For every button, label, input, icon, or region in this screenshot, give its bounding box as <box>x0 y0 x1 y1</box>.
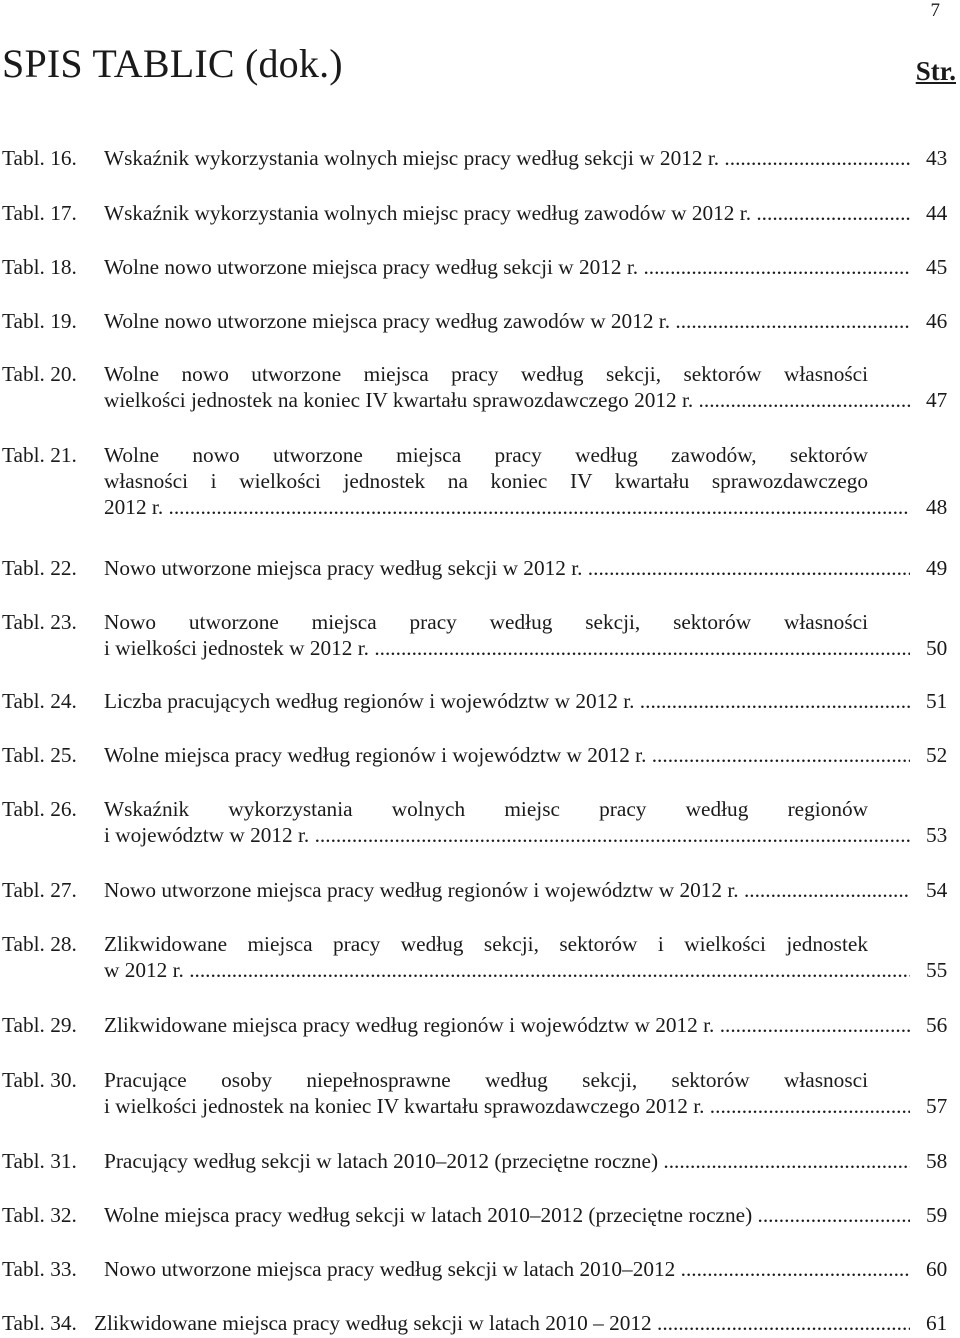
toc-entry-label: Tabl. 26. <box>2 797 77 821</box>
toc-entry-title: Wolne nowo utworzone miejsca pracy według zawodów, sektorów <box>104 443 868 467</box>
toc-entry[interactable] <box>0 442 960 520</box>
toc-entry-title: Zlikwidowane miejsca pracy według sekcji, sektorów i wielkości jednostek <box>104 932 868 956</box>
toc-entry[interactable] <box>0 877 960 903</box>
toc-entry-title: Wolne miejsca pracy według sekcji w latach 2010–2012 (przeciętne roczne) ..... <box>104 1202 910 1228</box>
toc-entry-title: i wielkości jednostek w 2012 r. ..... <box>104 635 910 661</box>
toc-entry-title: Nowo utworzone miejsca pracy według sekcji w latach 2010–2012 ..... <box>104 1256 910 1282</box>
toc-entry-label: Tabl. 19. <box>2 309 77 333</box>
toc-entry-title: Wolne nowo utworzone miejsca pracy według sekcji, sektorów własności <box>104 362 868 386</box>
toc-entry-page: 52 <box>926 743 948 767</box>
toc-entry-title: Wskaźnik wykorzystania wolnych miejsc pracy według regionów <box>104 797 868 821</box>
toc-entry-title: Wskaźnik wykorzystania wolnych miejsc pracy według sekcji w 2012 r. ..... <box>104 145 910 171</box>
toc-entry-label: Tabl. 18. <box>2 255 77 279</box>
toc-entry-title: Nowo utworzone miejsca pracy według sekcji w 2012 r. ..... <box>104 555 910 581</box>
toc-entry-page: 57 <box>926 1094 948 1118</box>
toc-entry-page: 56 <box>926 1013 948 1037</box>
toc-entry-label: Tabl. 29. <box>2 1013 77 1037</box>
toc-entry-page: 45 <box>926 255 948 279</box>
toc-entry[interactable] <box>0 796 960 848</box>
toc-entry-page: 55 <box>926 958 948 982</box>
toc-entry-title: Liczba pracujących według regionów i województw w 2012 r. ..... <box>104 688 910 714</box>
toc-entry-title: Nowo utworzone miejsca pracy według regionów i województw w 2012 r. ..... <box>104 877 910 903</box>
toc-entry-title: Zlikwidowane miejsca pracy według sekcji w latach 2010 – 2012 ..... <box>94 1310 910 1336</box>
page-column-header: Str. <box>915 56 956 86</box>
toc-entry[interactable] <box>0 1067 960 1119</box>
toc-entry-page: 49 <box>926 556 948 580</box>
toc-entry-page: 58 <box>926 1149 948 1173</box>
toc-entry-title: Zlikwidowane miejsca pracy według regionów i województw w 2012 r. ..... <box>104 1012 910 1038</box>
toc-entry-label: Tabl. 16. <box>2 146 77 170</box>
toc-entry-title: Wskaźnik wykorzystania wolnych miejsc pracy według zawodów w 2012 r. ..... <box>104 200 910 226</box>
toc-entry-label: Tabl. 22. <box>2 556 77 580</box>
toc-entry-label: Tabl. 34. <box>2 1311 77 1335</box>
toc-entry-page: 48 <box>926 495 948 519</box>
toc-entry[interactable] <box>0 254 960 280</box>
toc-entry-title: Nowo utworzone miejsca pracy według sekcji, sektorów własności <box>104 610 868 634</box>
toc-entry-label: Tabl. 28. <box>2 932 77 956</box>
toc-entry-page: 47 <box>926 388 948 412</box>
toc-entry-label: Tabl. 32. <box>2 1203 77 1227</box>
toc-entry-label: Tabl. 24. <box>2 689 77 713</box>
toc-entry-title: w 2012 r. ..... <box>104 957 910 983</box>
toc-entry-page: 43 <box>926 146 948 170</box>
toc-entry[interactable] <box>0 555 960 581</box>
toc-entry-page: 51 <box>926 689 948 713</box>
toc-entry-title: wielkości jednostek na koniec IV kwartału sprawozdawczego 2012 r. ..... <box>104 387 910 413</box>
toc-entry[interactable] <box>0 609 960 661</box>
toc-entry-page: 60 <box>926 1257 948 1281</box>
toc-entry-page: 54 <box>926 878 948 902</box>
toc-entry-title: Pracujący według sekcji w latach 2010–2012 (przeciętne roczne) ..... <box>104 1148 910 1174</box>
toc-entry-label: Tabl. 27. <box>2 878 77 902</box>
toc-entry-page: 50 <box>926 636 948 660</box>
toc-entry-title: Wolne nowo utworzone miejsca pracy według sekcji w 2012 r. ..... <box>104 254 910 280</box>
toc-entry-label: Tabl. 33. <box>2 1257 77 1281</box>
toc-entry-title: Pracujące osoby niepełnosprawne według sekcji, sektorów własnosci <box>104 1068 868 1092</box>
toc-entry-title: 2012 r. ..... <box>104 494 910 520</box>
toc-entry-title: i wielkości jednostek na koniec IV kwartału sprawozdawczego 2012 r. ..... <box>104 1093 910 1119</box>
toc-entry[interactable] <box>0 742 960 768</box>
toc-entry-title: Wolne nowo utworzone miejsca pracy według zawodów w 2012 r. ..... <box>104 308 910 334</box>
page-title: SPIS TABLIC (dok.) <box>2 41 343 86</box>
toc-entry-page: 53 <box>926 823 948 847</box>
toc-entry[interactable] <box>0 1148 960 1174</box>
toc-entry[interactable] <box>0 688 960 714</box>
toc-entry[interactable] <box>0 361 960 413</box>
toc-entry[interactable] <box>0 931 960 983</box>
toc-entry-label: Tabl. 20. <box>2 362 77 386</box>
toc-entry-page: 61 <box>926 1311 948 1335</box>
toc-entry-label: Tabl. 21. <box>2 443 77 467</box>
toc-entry-title: własności i wielkości jednostek na koniec IV kwartału sprawozdawczego <box>104 469 868 493</box>
toc-entry[interactable] <box>0 145 960 171</box>
toc-entry-label: Tabl. 23. <box>2 610 77 634</box>
toc-entry-label: Tabl. 25. <box>2 743 77 767</box>
toc-entry[interactable] <box>0 1012 960 1038</box>
toc-entry-title: i województw w 2012 r. ..... <box>104 822 910 848</box>
toc-entry-title: Wolne miejsca pracy według regionów i województw w 2012 r. ..... <box>104 742 910 768</box>
toc-entry[interactable] <box>0 308 960 334</box>
toc-entry-label: Tabl. 17. <box>2 201 77 225</box>
toc-entry-page: 46 <box>926 309 948 333</box>
toc-entry[interactable] <box>0 200 960 226</box>
toc-entry[interactable] <box>0 1310 960 1336</box>
toc-entry-label: Tabl. 31. <box>2 1149 77 1173</box>
toc-entry-page: 44 <box>926 201 948 225</box>
toc-entry-label: Tabl. 30. <box>2 1068 77 1092</box>
toc-entry[interactable] <box>0 1256 960 1282</box>
toc-entry-page: 59 <box>926 1203 948 1227</box>
toc-entry[interactable] <box>0 1202 960 1228</box>
page-number: 7 <box>930 0 940 21</box>
